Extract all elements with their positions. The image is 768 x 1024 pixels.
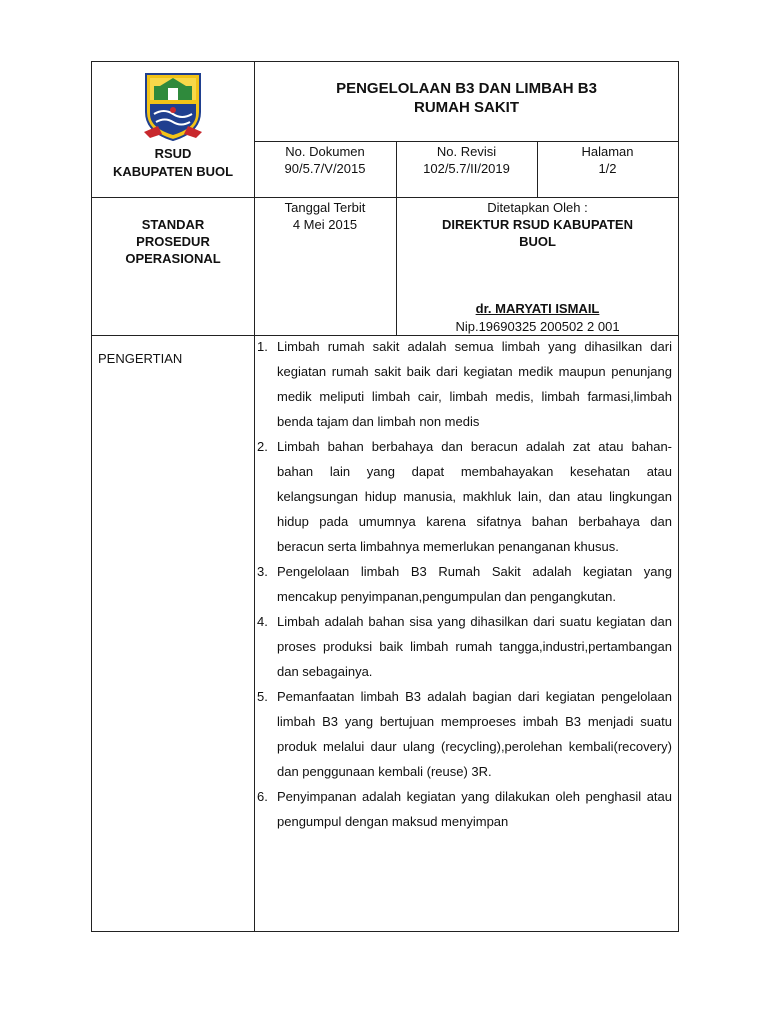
table-border-right (678, 61, 679, 932)
revision-label: No. Revisi (436, 144, 497, 159)
list-item-number: 5. (257, 689, 268, 704)
table-border-left (91, 61, 92, 932)
hospital-name-line1: RSUD (154, 146, 192, 161)
definitions-list (254, 334, 678, 930)
page-cell (537, 143, 678, 177)
list-item-number: 2. (257, 439, 268, 454)
list-item-text: Pemanfaatan limbah B3 adalah bagian dari kegiatan pengelolaan limbah B3 yang bertujuan memproeses imbah B3 menjadi suatu produk melalui daur ulang (recycling),perolehan kembali(recovery) dan penggunaan kembali (reuse) 3R. (277, 689, 672, 779)
list-item (254, 684, 678, 784)
doc-number-label: No. Dokumen (285, 144, 365, 159)
sop-title-line3: OPERASIONAL (125, 251, 221, 266)
list-item-text: Pengelolaan limbah B3 Rumah Sakit adalah kegiatan yang mencakup penyimpanan,pengumpulan dan pengangkutan. (277, 564, 672, 604)
doc-number-cell (254, 143, 396, 177)
approver-title (396, 216, 679, 250)
list-item (254, 609, 678, 684)
list-item-text: Penyimpanan adalah kegiatan yang dilakukan oleh penghasil atau pengumpul dengan maksud menyimpan (277, 789, 672, 829)
issue-date-value: 4 Mei 2015 (292, 217, 358, 232)
issue-date-label: Tanggal Terbit (284, 200, 366, 215)
list-item-text: Limbah rumah sakit adalah semua limbah yang dihasilkan dari kegiatan rumah sakit baik dari kegiatan medik maupun penunjang medik meliputi limbah cair, limbah medis, limbah farmasi,limbah benda tajam dan limbah non medis (277, 339, 672, 429)
hospital-name (92, 145, 254, 181)
page-value: 1/2 (598, 161, 617, 176)
approver-title-line2: BUOL (519, 234, 556, 249)
list-item-text: Limbah adalah bahan sisa yang dihasilkan dari suatu kegiatan dan proses produksi baik limbah rumah tangga,industri,pertambangan dan sebagainya. (277, 614, 672, 679)
list-item-text: Limbah bahan berbahaya dan beracun adalah zat atau bahan-bahan lain yang dapat membahayakan kesehatan atau kelangsungan hidup manusia, makhluk lain, dan atau lingkungan hidup pada umumnya karena sifatnya bahan berbahaya dan beracun serta limbahnya memerlukan penanganan khusus. (277, 439, 672, 554)
approver-title-line1: DIREKTUR RSUD KABUPATEN (442, 217, 633, 232)
doc-number-value: 90/5.7/V/2015 (284, 161, 366, 176)
document-title-line1: PENGELOLAAN B3 DAN LIMBAH B3 (336, 80, 597, 97)
list-item (254, 334, 678, 434)
document-title-line2: RUMAH SAKIT (414, 99, 519, 116)
list-item-number: 1. (257, 339, 268, 354)
list-item (254, 559, 678, 609)
document-title (254, 79, 679, 117)
approver-name: dr. MARYATI ISMAIL (475, 301, 600, 316)
revision-cell (396, 143, 537, 177)
approver-nip: Nip.19690325 200502 2 001 (455, 319, 620, 334)
sop-title (92, 216, 254, 267)
approval-label: Ditetapkan Oleh : (487, 200, 588, 215)
sop-title-line1: STANDAR (141, 217, 205, 232)
table-border-bottom (91, 931, 679, 932)
list-item (254, 434, 678, 559)
table-divider-meta (91, 197, 679, 198)
page-label: Halaman (581, 144, 634, 159)
regency-coat-of-arms-icon (140, 70, 206, 142)
list-item-number: 3. (257, 564, 268, 579)
sop-title-line2: PROSEDUR (136, 234, 210, 249)
revision-value: 102/5.7/II/2019 (423, 161, 510, 176)
hospital-name-line2: KABUPATEN BUOL (112, 164, 234, 179)
list-item-number: 6. (257, 789, 268, 804)
table-border-top (91, 61, 679, 62)
table-divider-header (254, 141, 679, 142)
issue-date-cell (254, 199, 396, 233)
list-item (254, 784, 678, 834)
section-label: PENGERTIAN (98, 351, 183, 366)
list-item-number: 4. (257, 614, 268, 629)
